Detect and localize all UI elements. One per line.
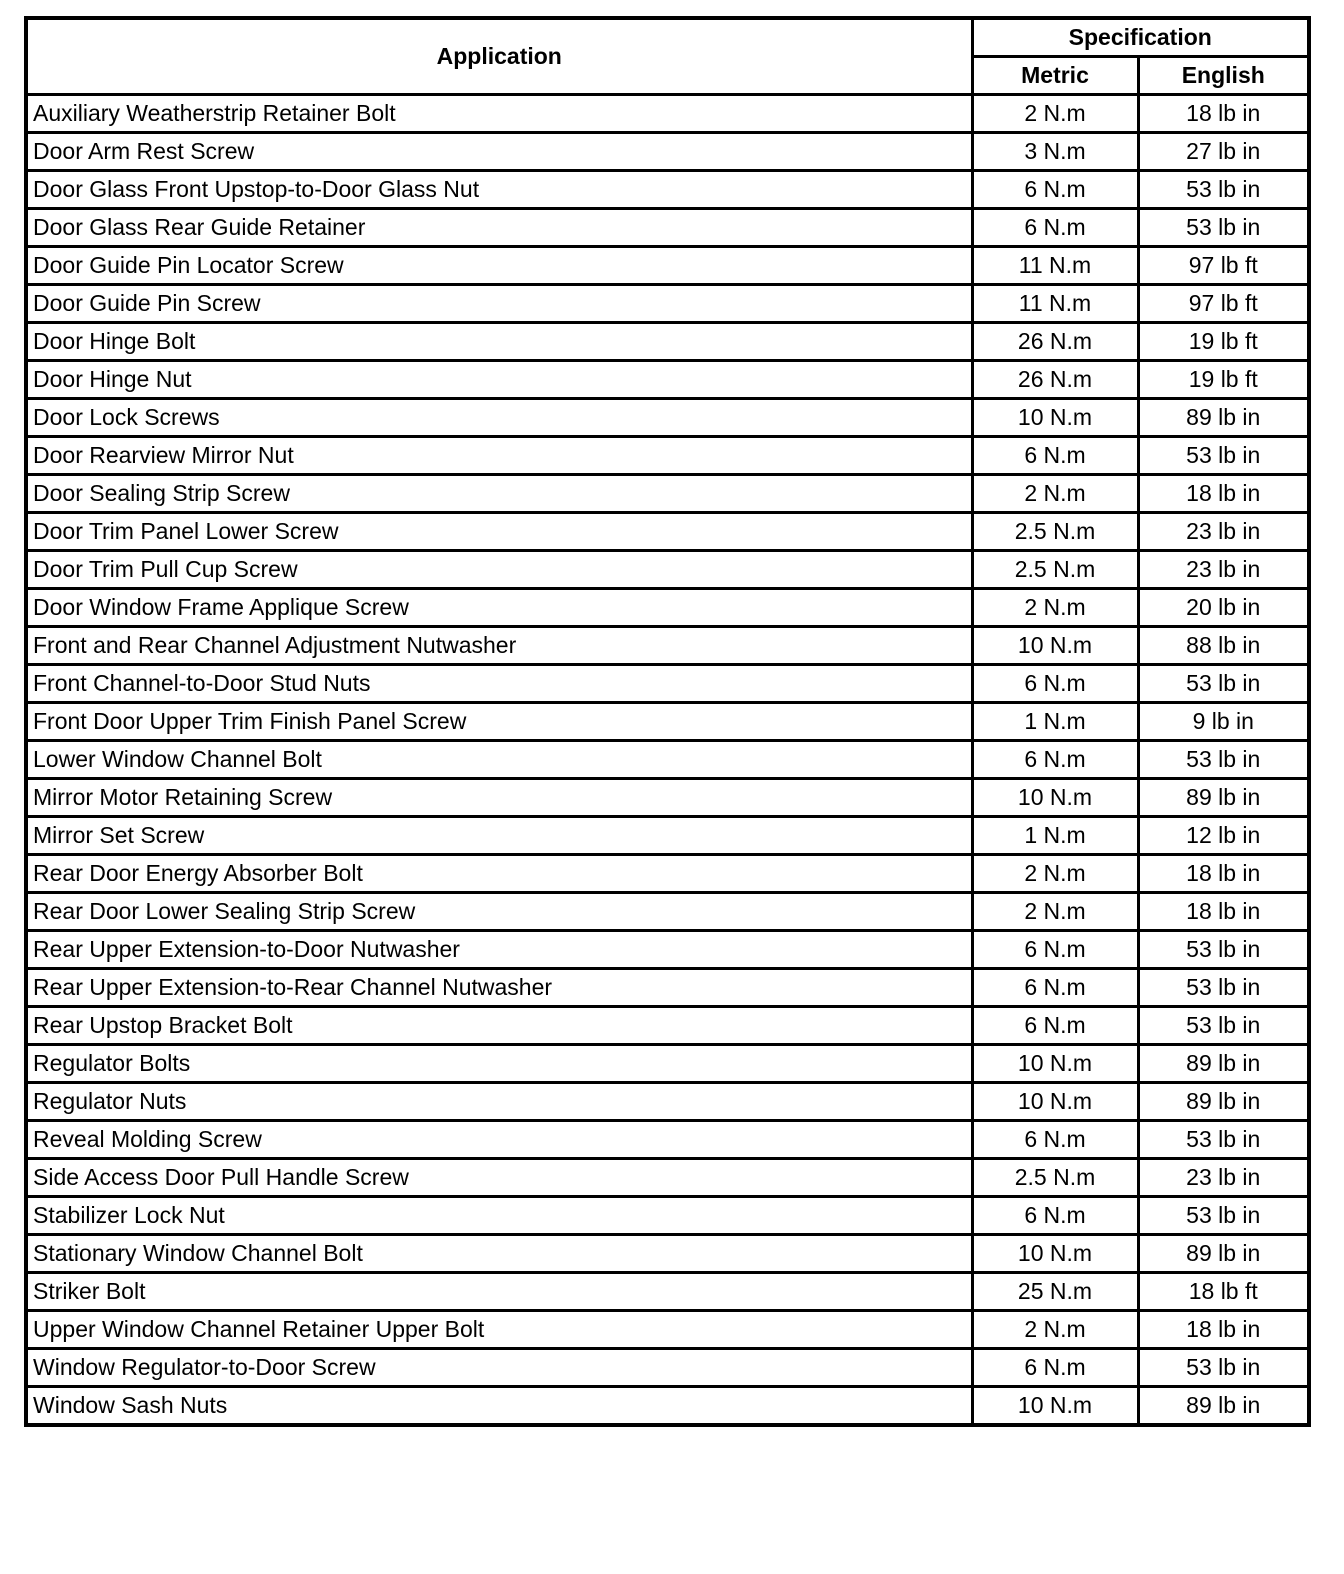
metric-value-cell: 10 N.m xyxy=(972,779,1138,817)
table-row xyxy=(26,209,1309,247)
metric-value-cell: 2 N.m xyxy=(972,475,1138,513)
english-value-cell: 53 lb in xyxy=(1138,209,1309,247)
metric-value-cell: 2 N.m xyxy=(972,95,1138,133)
table-row xyxy=(26,1083,1309,1121)
application-cell: Door Window Frame Applique Screw xyxy=(26,589,972,627)
english-value-cell: 23 lb in xyxy=(1138,1159,1309,1197)
table-row xyxy=(26,817,1309,855)
english-value-cell: 53 lb in xyxy=(1138,741,1309,779)
application-cell: Regulator Bolts xyxy=(26,1045,972,1083)
table-row xyxy=(26,1349,1309,1387)
english-value-cell: 89 lb in xyxy=(1138,399,1309,437)
header-row-top xyxy=(26,18,1309,57)
metric-value-cell: 2.5 N.m xyxy=(972,1159,1138,1197)
torque-specification-table xyxy=(24,16,1311,1427)
metric-value-cell: 10 N.m xyxy=(972,1083,1138,1121)
metric-value-cell: 2.5 N.m xyxy=(972,551,1138,589)
english-value-cell: 19 lb ft xyxy=(1138,323,1309,361)
english-value-cell: 53 lb in xyxy=(1138,437,1309,475)
table-row xyxy=(26,1387,1309,1426)
application-cell: Upper Window Channel Retainer Upper Bolt xyxy=(26,1311,972,1349)
english-value-cell: 89 lb in xyxy=(1138,1083,1309,1121)
application-cell: Stationary Window Channel Bolt xyxy=(26,1235,972,1273)
english-value-cell: 53 lb in xyxy=(1138,665,1309,703)
table-row xyxy=(26,1159,1309,1197)
application-cell: Rear Upper Extension-to-Rear Channel Nutwasher xyxy=(26,969,972,1007)
english-value-cell: 53 lb in xyxy=(1138,1197,1309,1235)
table-row xyxy=(26,1121,1309,1159)
english-value-cell: 89 lb in xyxy=(1138,1045,1309,1083)
table-row xyxy=(26,1045,1309,1083)
table-row xyxy=(26,1235,1309,1273)
metric-value-cell: 11 N.m xyxy=(972,247,1138,285)
table-row xyxy=(26,589,1309,627)
application-cell: Door Lock Screws xyxy=(26,399,972,437)
column-header-application: Application xyxy=(26,18,972,95)
application-cell: Rear Upstop Bracket Bolt xyxy=(26,1007,972,1045)
english-value-cell: 18 lb in xyxy=(1138,95,1309,133)
application-cell: Door Rearview Mirror Nut xyxy=(26,437,972,475)
table-header xyxy=(26,18,1309,95)
english-value-cell: 97 lb ft xyxy=(1138,247,1309,285)
metric-value-cell: 6 N.m xyxy=(972,209,1138,247)
column-group-header-specification: Specification xyxy=(972,18,1309,57)
application-cell: Regulator Nuts xyxy=(26,1083,972,1121)
english-value-cell: 53 lb in xyxy=(1138,1121,1309,1159)
application-cell: Striker Bolt xyxy=(26,1273,972,1311)
metric-value-cell: 6 N.m xyxy=(972,931,1138,969)
english-value-cell: 53 lb in xyxy=(1138,171,1309,209)
english-value-cell: 20 lb in xyxy=(1138,589,1309,627)
application-cell: Side Access Door Pull Handle Screw xyxy=(26,1159,972,1197)
metric-value-cell: 2 N.m xyxy=(972,1311,1138,1349)
application-cell: Front Channel-to-Door Stud Nuts xyxy=(26,665,972,703)
table-row xyxy=(26,133,1309,171)
application-cell: Door Trim Pull Cup Screw xyxy=(26,551,972,589)
application-cell: Door Glass Front Upstop-to-Door Glass Nut xyxy=(26,171,972,209)
metric-value-cell: 11 N.m xyxy=(972,285,1138,323)
table-row xyxy=(26,475,1309,513)
application-cell: Rear Door Lower Sealing Strip Screw xyxy=(26,893,972,931)
metric-value-cell: 26 N.m xyxy=(972,323,1138,361)
application-cell: Rear Door Energy Absorber Bolt xyxy=(26,855,972,893)
english-value-cell: 89 lb in xyxy=(1138,1235,1309,1273)
metric-value-cell: 2.5 N.m xyxy=(972,513,1138,551)
metric-value-cell: 6 N.m xyxy=(972,665,1138,703)
table-row xyxy=(26,285,1309,323)
metric-value-cell: 6 N.m xyxy=(972,741,1138,779)
metric-value-cell: 25 N.m xyxy=(972,1273,1138,1311)
application-cell: Lower Window Channel Bolt xyxy=(26,741,972,779)
metric-value-cell: 10 N.m xyxy=(972,1387,1138,1426)
table-row xyxy=(26,969,1309,1007)
english-value-cell: 18 lb in xyxy=(1138,893,1309,931)
application-cell: Front and Rear Channel Adjustment Nutwasher xyxy=(26,627,972,665)
table-row xyxy=(26,1311,1309,1349)
application-cell: Door Guide Pin Locator Screw xyxy=(26,247,972,285)
table-row xyxy=(26,361,1309,399)
table-row xyxy=(26,741,1309,779)
metric-value-cell: 6 N.m xyxy=(972,1121,1138,1159)
table-row xyxy=(26,323,1309,361)
application-cell: Door Glass Rear Guide Retainer xyxy=(26,209,972,247)
english-value-cell: 53 lb in xyxy=(1138,1007,1309,1045)
application-cell: Rear Upper Extension-to-Door Nutwasher xyxy=(26,931,972,969)
table-row xyxy=(26,437,1309,475)
metric-value-cell: 6 N.m xyxy=(972,969,1138,1007)
english-value-cell: 18 lb in xyxy=(1138,1311,1309,1349)
table-row xyxy=(26,1197,1309,1235)
english-value-cell: 27 lb in xyxy=(1138,133,1309,171)
table-row xyxy=(26,855,1309,893)
column-header-english: English xyxy=(1138,57,1309,95)
english-value-cell: 9 lb in xyxy=(1138,703,1309,741)
english-value-cell: 23 lb in xyxy=(1138,513,1309,551)
table-row xyxy=(26,779,1309,817)
table-row xyxy=(26,665,1309,703)
application-cell: Door Hinge Bolt xyxy=(26,323,972,361)
metric-value-cell: 6 N.m xyxy=(972,1349,1138,1387)
english-value-cell: 53 lb in xyxy=(1138,969,1309,1007)
application-cell: Stabilizer Lock Nut xyxy=(26,1197,972,1235)
metric-value-cell: 1 N.m xyxy=(972,817,1138,855)
application-cell: Door Hinge Nut xyxy=(26,361,972,399)
table-row xyxy=(26,893,1309,931)
metric-value-cell: 3 N.m xyxy=(972,133,1138,171)
application-cell: Mirror Motor Retaining Screw xyxy=(26,779,972,817)
metric-value-cell: 26 N.m xyxy=(972,361,1138,399)
metric-value-cell: 1 N.m xyxy=(972,703,1138,741)
english-value-cell: 89 lb in xyxy=(1138,779,1309,817)
english-value-cell: 97 lb ft xyxy=(1138,285,1309,323)
application-cell: Door Arm Rest Screw xyxy=(26,133,972,171)
metric-value-cell: 6 N.m xyxy=(972,171,1138,209)
column-header-metric: Metric xyxy=(972,57,1138,95)
metric-value-cell: 10 N.m xyxy=(972,1235,1138,1273)
application-cell: Window Regulator-to-Door Screw xyxy=(26,1349,972,1387)
application-cell: Front Door Upper Trim Finish Panel Screw xyxy=(26,703,972,741)
table-row xyxy=(26,551,1309,589)
english-value-cell: 88 lb in xyxy=(1138,627,1309,665)
table-row xyxy=(26,247,1309,285)
application-cell: Door Guide Pin Screw xyxy=(26,285,972,323)
table-row xyxy=(26,171,1309,209)
english-value-cell: 23 lb in xyxy=(1138,551,1309,589)
table-row xyxy=(26,627,1309,665)
table-row xyxy=(26,399,1309,437)
table-row xyxy=(26,95,1309,133)
english-value-cell: 18 lb in xyxy=(1138,475,1309,513)
metric-value-cell: 2 N.m xyxy=(972,589,1138,627)
english-value-cell: 18 lb in xyxy=(1138,855,1309,893)
metric-value-cell: 6 N.m xyxy=(972,437,1138,475)
table-row xyxy=(26,1007,1309,1045)
application-cell: Window Sash Nuts xyxy=(26,1387,972,1426)
table-body xyxy=(26,95,1309,1426)
metric-value-cell: 10 N.m xyxy=(972,627,1138,665)
table-row xyxy=(26,513,1309,551)
english-value-cell: 53 lb in xyxy=(1138,931,1309,969)
english-value-cell: 19 lb ft xyxy=(1138,361,1309,399)
application-cell: Auxiliary Weatherstrip Retainer Bolt xyxy=(26,95,972,133)
application-cell: Door Trim Panel Lower Screw xyxy=(26,513,972,551)
metric-value-cell: 6 N.m xyxy=(972,1007,1138,1045)
application-cell: Door Sealing Strip Screw xyxy=(26,475,972,513)
metric-value-cell: 2 N.m xyxy=(972,893,1138,931)
table-row xyxy=(26,703,1309,741)
english-value-cell: 89 lb in xyxy=(1138,1387,1309,1426)
english-value-cell: 12 lb in xyxy=(1138,817,1309,855)
english-value-cell: 18 lb ft xyxy=(1138,1273,1309,1311)
application-cell: Mirror Set Screw xyxy=(26,817,972,855)
metric-value-cell: 6 N.m xyxy=(972,1197,1138,1235)
metric-value-cell: 10 N.m xyxy=(972,1045,1138,1083)
metric-value-cell: 10 N.m xyxy=(972,399,1138,437)
english-value-cell: 53 lb in xyxy=(1138,1349,1309,1387)
metric-value-cell: 2 N.m xyxy=(972,855,1138,893)
application-cell: Reveal Molding Screw xyxy=(26,1121,972,1159)
table-row xyxy=(26,931,1309,969)
table-row xyxy=(26,1273,1309,1311)
